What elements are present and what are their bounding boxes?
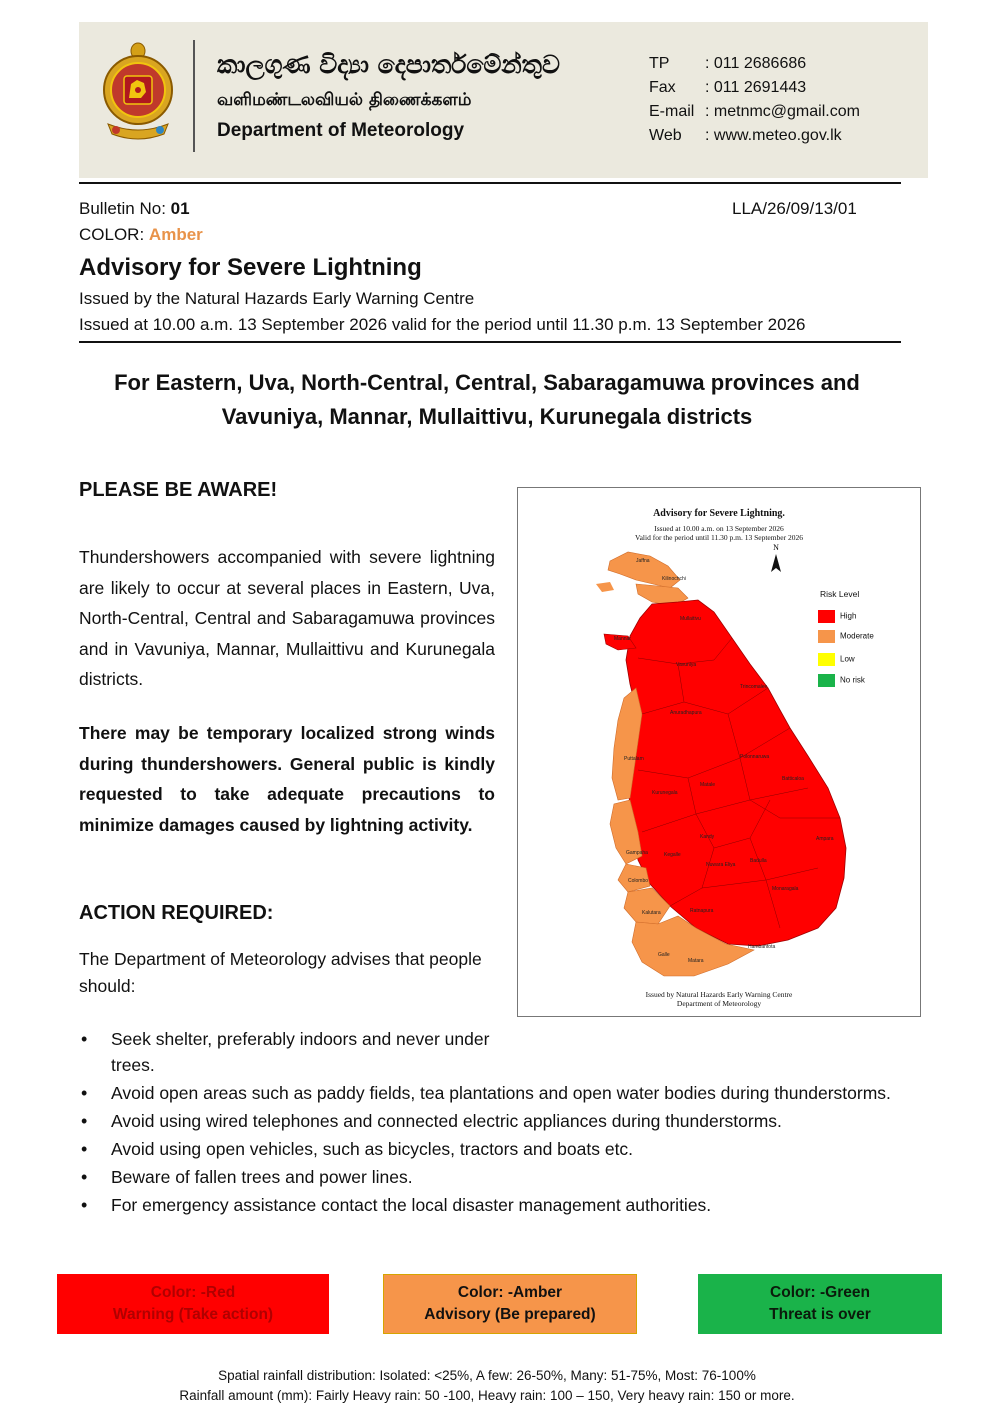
org-name-tamil: வளிமண்டலவியல் திணைக்களம் [217,90,472,110]
bulletin-reference: LLA/26/09/13/01 [732,199,857,218]
org-name-sinhala: කාලගුණ විද්‍යා දෙපාර්තමේන්තුව [217,50,560,79]
contact-email[interactable]: E-mail : metnmc@gmail.com [649,103,860,120]
map-issued: Issued at 10.00 a.m. on 13 September 2026 [654,524,784,533]
legend-swatch [818,630,835,643]
legend-high: High [818,610,856,623]
safety-advice-list [79,1026,919,1220]
page-title: Advisory for Severe Lightning [79,254,422,281]
contact-fax: Fax : 011 2691443 [649,79,807,96]
rainfall-amount-note: Rainfall amount (mm): Fairly Heavy rain: 50 -100, Heavy rain: 100 – 150, Very heavy rain: 150 or more. [179,1388,795,1403]
action-heading: ACTION REQUIRED: [79,902,274,924]
meta-rule [79,341,901,343]
bulletin-number: Bulletin No: 01 [79,199,190,218]
label-puttalam: Puttalam [624,756,644,762]
label-ampara: Ampara [816,836,834,842]
contact-web[interactable]: Web : www.meteo.gov.lk [649,127,842,144]
label-monaragala: Monaragala [772,886,799,892]
list-item: • Avoid using wired telephones and connected electric appliances during thunderstorms. [79,1108,919,1134]
legend-swatch [818,653,835,666]
list-item: • Beware of fallen trees and power lines. [79,1164,919,1190]
label-polonnaruwa: Polonnaruwa [740,754,770,760]
forecast-paragraph: Thundershowers accompanied with severe lightning are likely to occur at several places in Eastern, Uva, North-Central, Central and Sabaragamuwa provinces and in Vavuniya, Mannar, Mullaittivu and Kurunegala districts. [79,547,495,689]
color-code-red: Color: -Red Warning (Take action) [57,1274,329,1334]
national-emblem-icon [100,42,176,146]
legend-low: Low [818,653,855,666]
color-value: Amber [148,225,203,244]
label-nuwara-eliya: Nuwara Eliya [706,862,736,868]
aware-heading: PLEASE BE AWARE! [79,479,278,501]
list-item: • Avoid using open vehicles, such as bicycles, tractors and boats etc. [79,1136,919,1162]
label-kalutara: Kalutara [642,910,661,916]
label-kegalle: Kegalle [664,852,681,858]
svg-text:N: N [773,543,779,552]
sri-lanka-map [518,488,920,1016]
label-colombo: Colombo [628,878,649,884]
map-title: Advisory for Severe Lightning. [653,508,785,519]
label-trincomalee: Trincomalee [740,684,768,690]
org-name-english: Department of Meteorology [217,120,465,141]
map-footer-issuer: Issued by Natural Hazards Early Warning Centre [645,990,793,999]
label-kandy: Kandy [700,834,715,840]
map-valid: Valid for the period until 11.30 p.m. 13 September 2026 [634,533,804,542]
label-jaffna: Jaffna [636,558,650,564]
rainfall-distribution-note: Spatial rainfall distribution: Isolated: <25%, A few: 26-50%, Many: 51-75%, Most: 76-100% [218,1368,756,1383]
list-item: • Avoid open areas such as paddy fields, tea plantations and open water bodies during thunderstorms. [79,1080,919,1106]
label-galle: Galle [658,952,670,958]
island-cluster [596,582,614,592]
issued-at: Issued at 10.00 a.m. 13 September 2026 valid for the period until 11.30 p.m. 13 September 2026 [79,315,806,334]
color-code-amber: Color: -Amber Advisory (Be prepared) [383,1274,637,1334]
label-ratnapura: Ratnapura [690,908,714,914]
label-vavuniya: Vavuniya [676,662,697,668]
label-anuradhapura: Anuradhapura [670,710,702,716]
bulletin-color: COLOR: Amber [79,225,203,244]
label-matale: Matale [700,782,716,788]
advice-intro: The Department of Meteorology advises that people should: [79,949,482,996]
issued-by: Issued by the Natural Hazards Early Warning Centre [79,289,475,308]
risk-map [517,487,921,1017]
label-batticaloa: Batticaloa [782,776,804,782]
label-kilinochchi: Kilinochchi [662,576,686,582]
legend-no-risk: No risk [818,674,865,687]
color-code-green: Color: -Green Threat is over [698,1274,942,1334]
label-gampaha: Gampaha [626,850,648,856]
map-footer-dept: Department of Meteorology [676,999,762,1008]
legend-moderate: Moderate [818,630,874,643]
header-divider [193,40,195,152]
wind-warning-paragraph: There may be temporary localized strong winds during thundershowers. General public is kindly requested to take adequate precautions to minimize damages caused by lightning activity. [79,723,495,835]
top-rule [79,182,901,184]
label-mullaitivu: Mullaitivu [680,616,701,622]
label-hambantota: Hambantota [748,944,776,950]
label-matara: Matara [688,958,704,964]
legend-title: Risk Level [820,589,860,599]
label-kurunegala: Kurunegala [652,790,678,796]
contact-phone: TP : 011 2686686 [649,55,807,72]
label-mannar: Mannar [614,636,631,642]
legend-swatch [818,674,835,687]
legend-swatch [818,610,835,623]
label-badulla: Badulla [750,858,767,864]
high-risk-area [626,600,846,946]
list-item: • Seek shelter, preferably indoors and never under trees. [79,1026,491,1078]
affected-areas: For Eastern, Uva, North-Central, Central, Sabaragamuwa provinces and Vavuniya, Mannar, Mullaittivu, Kurunegala districts [114,370,860,429]
list-item: • For emergency assistance contact the local disaster management authorities. [79,1192,919,1218]
contact-details [649,52,860,148]
